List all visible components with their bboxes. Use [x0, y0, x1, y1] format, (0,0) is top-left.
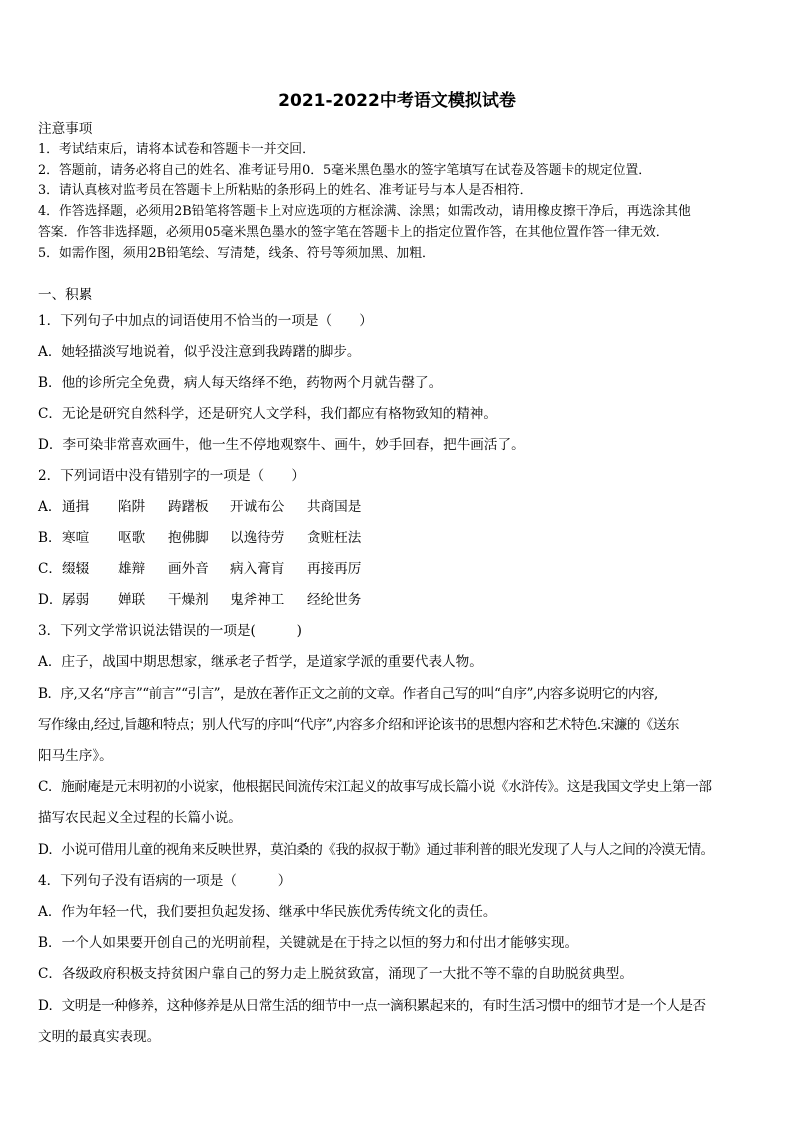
- q3-stem: 3．下列文学常识说法错误的一项是( ): [38, 623, 302, 639]
- q4-option-d-line-2: 文明的最真实表现。: [38, 1029, 161, 1045]
- q2-b-word-1: 寒喧: [62, 530, 90, 546]
- q2-c-label: C．: [38, 561, 62, 577]
- section-heading: 一、积累: [38, 287, 93, 303]
- q1-option-b: B．他的诊所完全免费，病人每天络绎不绝，药物两个月就告罄了。: [38, 375, 443, 391]
- notice-item-5: 5．如需作图，须用2B铅笔绘、写清楚，线条、符号等须加黑、加粗．: [38, 246, 435, 261]
- q4-option-c: C．各级政府积极支持贫困户靠自己的努力走上脱贫致富，涌现了一大批不等不靠的自助脱贫典型。: [38, 966, 633, 982]
- q3-option-d: D．小说可借用儿童的视角来反映世界，莫泊桑的《我的叔叔于勒》通过菲利普的眼光发现了人与人之间的冷漠无情。: [38, 842, 714, 858]
- q3-option-b-line-2: 写作缘由,经过,旨趣和特点；别人代写的序叫“代序”,内容多介绍和评论该书的思想内容和艺术特色.宋濂的《送东: [38, 717, 679, 733]
- q2-stem: 2．下列词语中没有错别字的一项是（ ）: [38, 468, 305, 484]
- q4-stem: 4．下列句子没有语病的一项是（ ）: [38, 873, 292, 889]
- notice-item-3: 3．请认真核对监考员在答题卡上所粘贴的条形码上的姓名、准考证号与本人是否相符．: [38, 183, 533, 198]
- q2-c-word-1: 缀辍: [62, 561, 90, 577]
- q1-option-c: C．无论是研究自然科学，还是研究人文学科，我们都应有格物致知的精神。: [38, 406, 497, 422]
- notice-item-4-cont: 答案．作答非选择题，必须用05毫米黑色墨水的签字笔在答题卡上的指定位置作答，在其他位置作答一律无效．: [38, 225, 669, 240]
- notice-item-4: 4．作答选择题，必须用2B铅笔将答题卡上对应选项的方框涂满、涂黑；如需改动，请用橡皮擦干净后，再选涂其他: [38, 204, 691, 219]
- q2-d-word-3: 干燥剂: [168, 592, 209, 608]
- q2-a-word-3: 踌躇板: [168, 499, 209, 515]
- q2-d-word-1: 孱弱: [62, 592, 90, 608]
- q2-a-word-4: 开诚布公: [230, 499, 285, 515]
- exam-title: 2021-2022中考语文模拟试卷: [278, 91, 516, 111]
- notice-heading: 注意事项: [38, 121, 93, 137]
- q2-a-label: A．: [38, 499, 62, 515]
- q3-option-b-line-1: B．序,又名“序言”“前言”“引言”，是放在著作正文之前的文章。作者自己写的叫“自序”,内容多说明它的内容,: [38, 686, 658, 702]
- q2-d-word-5: 经纶世务: [307, 592, 362, 608]
- q2-d-word-2: 婵联: [118, 592, 146, 608]
- q2-b-word-3: 抱佛脚: [168, 530, 209, 546]
- q2-a-word-5: 共商国是: [307, 499, 362, 515]
- notice-item-2: 2．答题前，请务必将自己的姓名、准考证号用0．5毫米黑色墨水的签字笔填写在试卷及答题卡的规定位置．: [38, 163, 652, 178]
- q2-d-word-4: 鬼斧神工: [230, 592, 285, 608]
- q2-c-word-5: 再接再厉: [307, 561, 362, 577]
- q2-a-word-1: 通揖: [62, 499, 90, 515]
- q4-option-a: A．作为年轻一代，我们要担负起发扬、继承中华民族优秀传统文化的责任。: [38, 904, 497, 920]
- q2-a-word-2: 陷阱: [118, 499, 146, 515]
- q3-option-c-line-2: 描写农民起义全过程的长篇小说。: [38, 810, 242, 826]
- q2-c-word-3: 画外音: [168, 561, 209, 577]
- q1-stem: 1．下列句子中加点的词语使用不恰当的一项是（ ）: [38, 313, 373, 329]
- notice-item-1: 1．考试结束后，请将本试卷和答题卡一并交回．: [38, 142, 315, 157]
- q2-c-word-2: 雄辩: [118, 561, 146, 577]
- q2-b-word-2: 呕歌: [118, 530, 146, 546]
- q3-option-a: A．庄子，战国中期思想家，继承老子哲学，是道家学派的重要代表人物。: [38, 654, 483, 670]
- q4-option-b: B．一个人如果要开创自己的光明前程，关键就是在于持之以恒的努力和付出才能够实现。: [38, 935, 579, 951]
- q2-c-word-4: 病入膏肓: [230, 561, 285, 577]
- q2-b-label: B．: [38, 530, 62, 546]
- q2-b-word-5: 贪赃枉法: [307, 530, 362, 546]
- q4-option-d-line-1: D．文明是一种修养，这种修养是从日常生活的细节中一点一滴积累起来的，有时生活习惯中的细节才是一个人是否: [38, 998, 706, 1014]
- q2-b-word-4: 以逸待劳: [230, 530, 285, 546]
- q1-option-d: D．李可染非常喜欢画牛，他一生不停地观察牛、画牛，妙手回春，把牛画活了。: [38, 437, 525, 453]
- q3-option-c-line-1: C．施耐庵是元末明初的小说家，他根据民间流传宋江起义的故事写成长篇小说《水浒传》。这是我国文学史上第一部: [38, 779, 712, 795]
- q2-d-label: D．: [38, 592, 63, 608]
- q3-option-b-line-3: 阳马生序》。: [38, 748, 113, 764]
- q1-option-a: A．她轻描淡写地说着，似乎没注意到我踌躇的脚步。: [38, 344, 361, 360]
